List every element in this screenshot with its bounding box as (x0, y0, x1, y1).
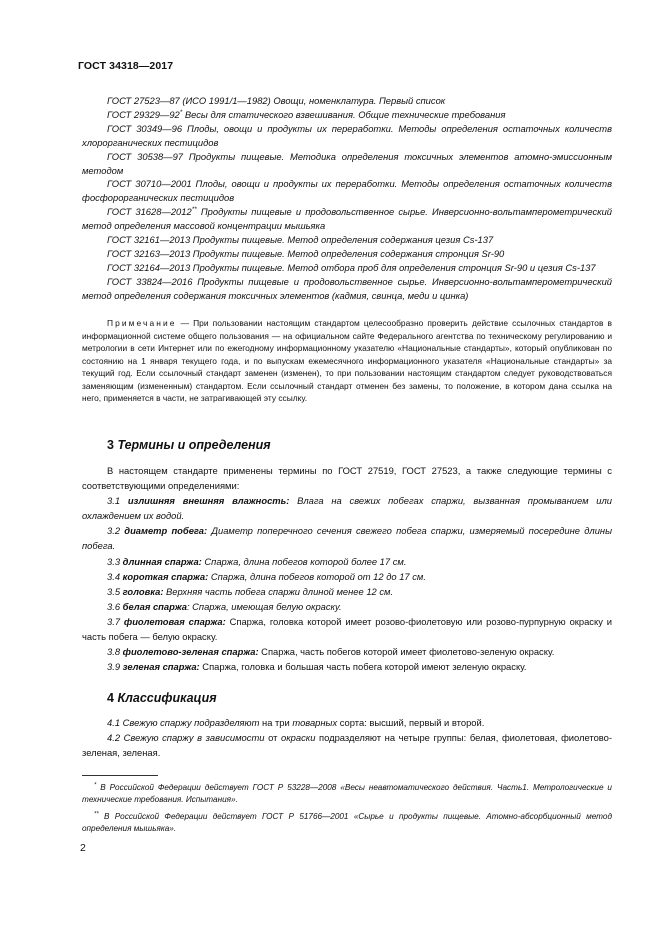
term-definition: 3.8 фиолетово-зеленая спаржа: Спаржа, часть побегов которой имеет фиолетово-зеленую окраску. (107, 646, 555, 658)
normative-references-list (82, 94, 612, 303)
reference-item: ГОСТ 32164—2013 Продукты пищевые. Метод отбора проб для определения стронция Sr-90 и цезия Cs-137 (107, 261, 596, 273)
note-block (82, 317, 612, 405)
footnote: * В Российской Федерации действует ГОСТ Р 53228—2008 «Весы неавтоматического действия. Часть1. Метрологические и технические требования. Испытания». (82, 782, 612, 805)
reference-item: ГОСТ 31628—2012** Продукты пищевые и продовольственное сырье. Инверсионно-вольтамперометрический метод определения массовой концентрации мышьяка (82, 206, 613, 232)
section-4-heading: 4 Классификация (107, 691, 217, 705)
footnotes (82, 782, 612, 840)
term-definition: 3.9 зеленая спаржа: Спаржа, головка и большая часть побега которой имеют зеленую окраску. (107, 661, 527, 673)
reference-item: ГОСТ 30349—96 Плоды, овощи и продукты их переработки. Методы определения остаточных количеств хлорорганических пестицидов (82, 122, 612, 148)
note-text: — При пользовании настоящим стандартом целесообразно проверить действие ссылочных стандартов в информационной системе общего пользования — на официальном сайте Федерального агентства по техническому регулированию и метрологии в сети Интернет или по ежегодному информационному указателю «Национальные стандарты», который опубликован по состоянию на 1 января текущего года, и по выпускам ежемесячного информационного указателя «Национальные стандарты» за текущий год. Если ссылочный стандарт заменен (изменен), то при пользовании настоящим стандартом следует руководствоваться заменяющим (измененным) стандартом. Если ссылочный стандарт отменен без замены, то положение, в котором дана ссылка на него, применяется в части, не затрагивающей эту ссылку. (82, 318, 612, 404)
clause-4-1: 4.1 Свежую спаржу подразделяют на три товарных сорта: высший, первый и второй. (107, 717, 485, 728)
page-number: 2 (80, 842, 86, 854)
term-definition: 3.7 фиолетовая спаржа: Спаржа, головка которой имеет розово-фиолетовую или розово-пурпурную окраску и часть побега — белую окраску. (82, 615, 612, 643)
section-3-heading: 3 Термины и определения (107, 438, 271, 452)
reference-item: ГОСТ 32161—2013 Продукты пищевые. Метод определения содержания цезия Cs-137 (107, 234, 494, 246)
footnote-divider (82, 775, 158, 776)
section-3-intro: В настоящем стандарте применены термины по ГОСТ 27519, ГОСТ 27523, а также следующие термины с соответствующими определениями: (82, 465, 612, 492)
reference-item: ГОСТ 29329—92* Весы для статического взвешивания. Общие технические требования (107, 108, 506, 120)
term-definition: 3.6 белая спаржа: Спаржа, имеющая белую окраску. (107, 600, 342, 612)
reference-item: ГОСТ 30538—97 Продукты пищевые. Методика определения токсичных элементов атомно-эмиссионным методом (82, 150, 612, 176)
section-3-body (82, 463, 612, 674)
reference-item: ГОСТ 30710—2001 Плоды, овощи и продукты их переработки. Методы определения остаточных количеств фосфорорганических пестицидов (82, 178, 612, 204)
term-definition: 3.4 короткая спаржа: Спаржа, длина побегов которой от 12 до 17 см. (107, 570, 426, 582)
section-4-body (82, 715, 612, 760)
reference-item: ГОСТ 27523—87 (ИСО 1991/1—1982) Овощи, номенклатура. Первый список (107, 95, 446, 106)
footnote: ** В Российской Федерации действует ГОСТ Р 51766—2001 «Сырье и продукты пищевые. Атомно-абсорбционный метод определения мышьяка». (82, 811, 612, 834)
clause-4-2: 4.2 Свежую спаржу в зависимости от окраски подразделяют на четыре группы: белая, фиолетовая, фиолетово-зеленая, зеленая. (82, 732, 613, 759)
document-header: ГОСТ 34318—2017 (78, 60, 174, 72)
reference-item: ГОСТ 33824—2016 Продукты пищевые и продовольственное сырье. Инверсионно-вольтамперометрический метод определения содержания токсичных элементов (кадмия, свинца, меди и цинка) (82, 275, 612, 301)
term-definition: 3.5 головка: Верхняя часть побега спаржи длиной менее 12 см. (107, 585, 394, 597)
term-definition: 3.2 диаметр побега: Диаметр поперечного сечения свежего побега спаржи, измеряемый посередине длины побега. (82, 525, 612, 552)
term-definition: 3.1 излишняя внешняя влажность: Влага на свежих побегах спаржи, вызванная промыванием или охлаждением их водой. (82, 495, 613, 522)
reference-item: ГОСТ 32163—2013 Продукты пищевые. Метод определения содержания стронция Sr-90 (107, 247, 505, 259)
note-label: Примечание (107, 318, 177, 328)
term-definition: 3.3 длинная спаржа: Спаржа, длина побегов которой более 17 см. (107, 555, 407, 567)
